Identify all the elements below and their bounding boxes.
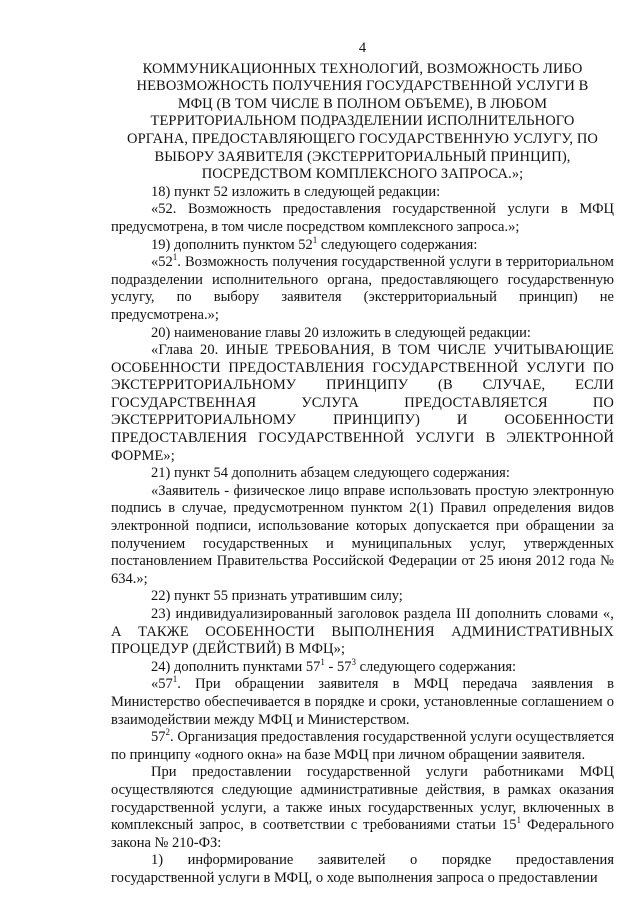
quote-chapter-20: «Глава 20. ИНЫЕ ТРЕБОВАНИЯ, В ТОМ ЧИСЛЕ УЧИТЫВАЮЩИЕ ОСОБЕННОСТИ ПРЕДОСТАВЛЕНИЯ ГОСУДАРСТВЕННОЙ УСЛУГИ ПО ЭКСТЕРРИТОРИАЛЬНОМУ ПРИНЦИПУ (В СЛУЧАЕ, ЕСЛИ ГОСУДАРСТВЕННАЯ УСЛУГА ПРЕДОСТАВЛЯЕТСЯ ПО ЭКСТЕРРИТОРИАЛЬНОМУ ПРИНЦИПУ) И ОСОБЕННОСТИ ПРЕДОСТАВЛЕНИЯ ГОСУДАРСТВЕННОЙ УСЛУГИ В ЭЛЕКТРОННОЙ ФОРМЕ»; <box>111 342 614 464</box>
item-22: 22) пункт 55 признать утратившим силу; <box>151 588 403 605</box>
quote-52-1: «$52^1$. Возможность получения государственной услуги в территориальном подразделении исполнительного органа, предоставляющего государственную услугу, по выбору заявителя (экстерриториальный принцип) не предусмотрена.»; <box>111 252 614 323</box>
quote-applicant: «Заявитель - физическое лицо вправе использовать простую электронную подпись в случае, предусмотренном пунктом 2(1) Правил определения видов электронной подписи, использование которых допускается при обращении за получением государственных и муниципальных услуг, утвержденных постановлением Правительства Российской Федерации от 25 июня 2012 года № 634.»; <box>111 482 614 587</box>
quote-52: «52. Возможность предоставления государственной услуги в МФЦ предусмотрена, в том числе посредством комплексного запроса.»; <box>111 201 614 235</box>
page-number: 4 <box>358 40 367 56</box>
list-item-1: 1) информирование заявителей о порядке предоставления государственной услуги в МФЦ, о ходе выполнения запроса о предоставлении <box>111 852 614 886</box>
item-18: 18) пункт 52 изложить в следующей редакции: <box>151 183 441 200</box>
item-21: 21) пункт 54 дополнить абзацем следующего содержания: <box>151 465 510 482</box>
heading-continuation: КОММУНИКАЦИОННЫХ ТЕХНОЛОГИЙ, ВОЗМОЖНОСТЬ ЛИБО НЕВОЗМОЖНОСТЬ ПОЛУЧЕНИЯ ГОСУДАРСТВЕННОЙ УСЛУГИ В МФЦ (В ТОМ ЧИСЛЕ В ПОЛНОМ ОБЪЕМЕ), В ЛЮБОМ ТЕРРИТОРИАЛЬНОМ ПОДРАЗДЕЛЕНИИ ИСПОЛНИТЕЛЬНОГО ОРГАНА, ПРЕДОСТАВЛЯЮЩЕГО ГОСУДАРСТВЕННУЮ УСЛУГУ, ПО ВЫБОРУ ЗАЯВИТЕЛЯ (ЭКСТЕРРИТОРИАЛЬНЫЙ ПРИНЦИП), ПОСРЕДСТВОМ КОМПЛЕКСНОГО ЗАПРОСА.»; <box>127 60 598 183</box>
item-23: 23) индивидуализированный заголовок раздела III дополнить словами «, А ТАКЖЕ ОСОБЕННОСТИ ВЫПОЛНЕНИЯ АДМИНИСТРАТИВНЫХ ПРОЦЕДУР (ДЕЙСТВИЙ) В МФЦ»; <box>111 606 614 658</box>
quote-57-2: $57^2$. Организация предоставления государственной услуги осуществляется по принципу «одного окна» на базе МФЦ при личном обращении заявителя. <box>111 727 614 763</box>
item-20: 20) наименование главы 20 изложить в следующей редакции: <box>151 324 531 341</box>
item-24: 24) дополнить пунктами $57^1 - 57^3$ следующего содержания: <box>151 656 517 675</box>
item-19: 19) дополнить пунктом $52^1$ следующего содержания: <box>151 234 478 253</box>
quote-57-1: «$57^1$. При обращении заявителя в МФЦ передача заявления в Министерство обеспечивается в порядке и сроки, установленные соглашением о взаимодействии между МФЦ и Министерством. <box>111 674 614 728</box>
paragraph-mfc-actions: При предоставлении государственной услуги работниками МФЦ осуществляются следующие административные действия, в рамках оказания государственной услуги, а также иных государственных услуг, включенных в комплексный запрос, в соответствии с требованиями статьи $15^1$ Федерального закона № 210-ФЗ: <box>111 764 614 851</box>
